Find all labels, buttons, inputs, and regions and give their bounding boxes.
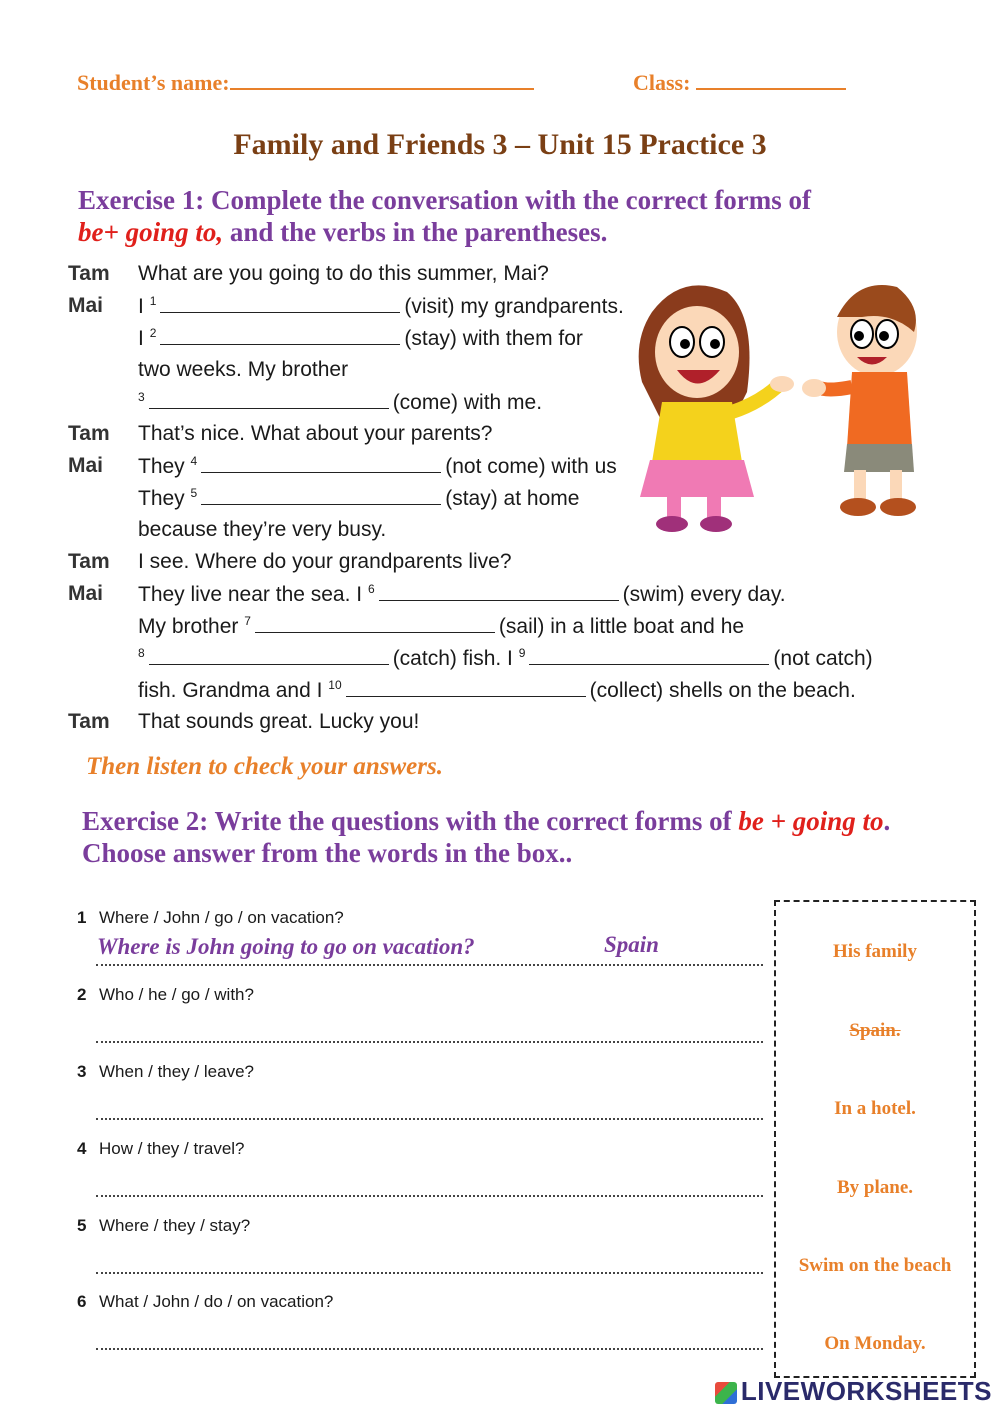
blank-number: 9 xyxy=(518,646,526,660)
question-text: What / John / do / on vacation? xyxy=(99,1292,334,1311)
conversation-line xyxy=(138,678,856,703)
speaker-label: Mai xyxy=(68,454,104,477)
line-text: (visit) my grandparents. xyxy=(404,295,624,318)
answer-line[interactable] xyxy=(96,1270,763,1274)
line-text: two weeks. My brother xyxy=(138,358,349,381)
question-number: 4 xyxy=(77,1139,87,1158)
blank-number: 3 xyxy=(138,390,145,404)
answer-blank[interactable] xyxy=(160,294,400,313)
listen-instruction: Then listen to check your answers. xyxy=(86,753,443,780)
exercise2-heading: Exercise 2: Write the questions with the correct forms of be + going to. Choose answer from the words in the box.. xyxy=(82,806,891,868)
line-text: I xyxy=(138,327,144,350)
question-prompt xyxy=(77,908,344,928)
liveworksheets-logo: LIVEWORKSHEETS xyxy=(715,1376,992,1407)
blank-number: 1 xyxy=(149,294,157,308)
word-box-item: His family xyxy=(833,941,917,962)
line-text: They xyxy=(138,487,185,510)
question-number: 3 xyxy=(77,1062,87,1081)
question-prompt xyxy=(77,1292,333,1312)
question-text: When / they / leave? xyxy=(99,1062,254,1081)
line-text: They xyxy=(138,455,185,478)
question-prompt xyxy=(77,1216,250,1236)
question-prompt xyxy=(77,985,254,1005)
logo-icon xyxy=(715,1382,737,1404)
answer-line[interactable] xyxy=(96,1346,763,1350)
question-text: Who / he / go / with? xyxy=(99,985,254,1004)
answer-line[interactable] xyxy=(96,1193,763,1197)
page-title: Family and Friends 3 – Unit 15 Practice 3 xyxy=(233,128,767,161)
line-text: (stay) at home xyxy=(445,487,580,510)
answer-line[interactable] xyxy=(96,1116,763,1120)
answer-blank[interactable] xyxy=(255,614,495,633)
student-name-label: Student’s name: xyxy=(77,70,534,96)
conversation-line xyxy=(138,550,512,574)
conversation-line xyxy=(138,582,786,607)
line-text: They live near the sea. I xyxy=(138,583,363,606)
question-number: 5 xyxy=(77,1216,87,1235)
question-number: 6 xyxy=(77,1292,87,1311)
blank-number: 7 xyxy=(244,614,251,628)
speaker-label: Tam xyxy=(68,422,110,445)
question-text: How / they / travel? xyxy=(99,1139,245,1158)
example-choice: Spain xyxy=(604,932,659,957)
line-text: because they’re very busy. xyxy=(138,518,387,541)
speaker-label: Tam xyxy=(68,262,110,285)
conversation-line xyxy=(138,358,348,382)
conversation-line xyxy=(138,646,873,671)
answer-blank[interactable] xyxy=(346,678,586,697)
line-text: (catch) fish. I xyxy=(392,647,513,670)
word-box xyxy=(774,900,976,1378)
question-text: Where / they / stay? xyxy=(99,1216,251,1235)
boy-icon xyxy=(802,285,917,516)
answer-blank[interactable] xyxy=(529,646,769,665)
conversation-line xyxy=(138,294,624,319)
word-box-item: In a hotel. xyxy=(834,1098,916,1119)
answer-blank[interactable] xyxy=(149,390,389,409)
kids-illustration xyxy=(622,272,932,534)
conversation-line xyxy=(138,326,583,351)
conversation-line xyxy=(138,614,744,639)
line-text: My brother xyxy=(138,615,239,638)
blank-number: 4 xyxy=(190,454,198,468)
question-number: 2 xyxy=(77,985,87,1004)
exercise1-heading: Exercise 1: Complete the conversation with the correct forms of be+ going to, and the verbs in the parentheses. xyxy=(78,185,812,247)
answer-blank[interactable] xyxy=(160,326,400,345)
speaker-label: Tam xyxy=(68,710,110,733)
class-label: Class: xyxy=(633,70,846,96)
line-text: (sail) in a little boat and he xyxy=(498,615,745,638)
answer-line[interactable] xyxy=(96,962,763,966)
answer-blank[interactable] xyxy=(201,486,441,505)
blank-number: 2 xyxy=(149,326,157,340)
answer-blank[interactable] xyxy=(379,582,619,601)
blank-number: 5 xyxy=(190,486,198,500)
line-text: That’s nice. What about your parents? xyxy=(138,422,493,445)
answer-blank[interactable] xyxy=(149,646,389,665)
word-box-item: Spain. xyxy=(849,1020,901,1041)
line-text: I xyxy=(138,295,144,318)
speaker-label: Mai xyxy=(68,582,104,605)
word-box-item: On Monday. xyxy=(824,1333,926,1354)
line-text: (collect) shells on the beach. xyxy=(589,679,856,702)
speaker-label: Tam xyxy=(68,550,110,573)
conversation-line xyxy=(138,454,617,479)
word-box-item: By plane. xyxy=(836,1177,914,1198)
conversation-line xyxy=(138,486,579,511)
line-text: (stay) with them for xyxy=(404,327,583,350)
line-text: That sounds great. Lucky you! xyxy=(138,710,420,733)
line-text: (come) with me. xyxy=(392,391,543,414)
line-text: (not come) with us xyxy=(445,455,617,478)
conversation-line xyxy=(138,422,492,446)
blank-number: 6 xyxy=(367,582,375,596)
blank-number: 10 xyxy=(328,678,342,692)
conversation-line xyxy=(138,710,419,734)
question-text: Where / John / go / on vacation? xyxy=(99,908,344,927)
line-text: What are you going to do this summer, Mai? xyxy=(138,262,549,285)
conversation-line xyxy=(138,518,386,542)
line-text: fish. Grandma and I xyxy=(138,679,323,702)
question-number: 1 xyxy=(77,908,87,927)
speaker-label: Mai xyxy=(68,294,104,317)
conversation-line xyxy=(138,390,542,415)
line-text: (not catch) xyxy=(773,647,873,670)
blank-number: 8 xyxy=(138,646,145,660)
example-answer: Where is John going to go on vacation? xyxy=(97,934,475,959)
girl-icon xyxy=(639,285,794,532)
question-prompt xyxy=(77,1139,245,1159)
line-text: (swim) every day. xyxy=(622,583,786,606)
answer-blank[interactable] xyxy=(201,454,441,473)
question-prompt xyxy=(77,1062,254,1082)
word-box-item: Swim on the beach xyxy=(798,1255,952,1276)
line-text: I see. Where do your grandparents live? xyxy=(138,550,512,573)
conversation-line xyxy=(138,262,549,286)
answer-line[interactable] xyxy=(96,1039,763,1043)
